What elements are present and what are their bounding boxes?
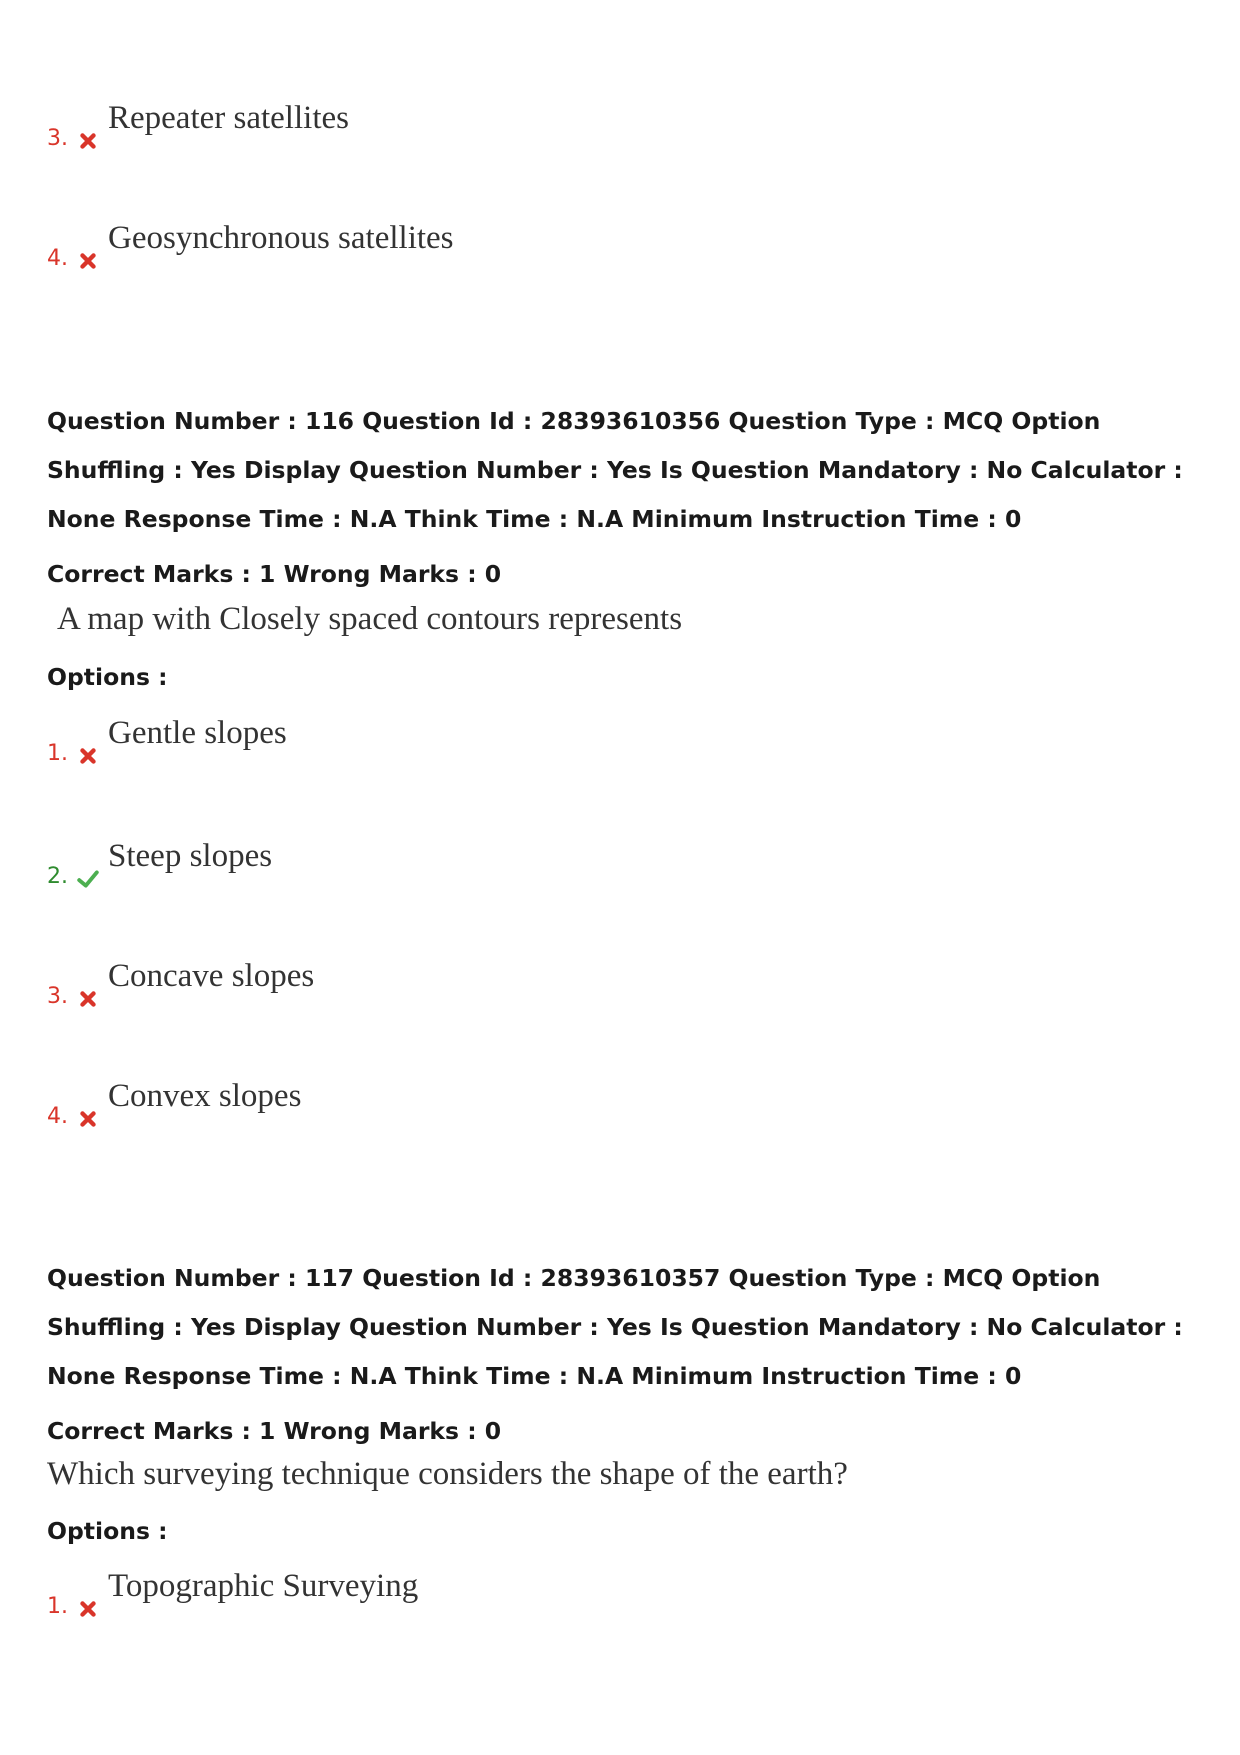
option-number: 3.: [47, 126, 68, 151]
list-item: [47, 1078, 1147, 1134]
options-label: Options :: [47, 1517, 168, 1545]
option-text: Convex slopes: [108, 1078, 302, 1114]
option-number: 1.: [47, 1594, 68, 1619]
cross-icon: [77, 988, 99, 1010]
option-number: 2.: [47, 864, 68, 889]
check-icon: [77, 868, 99, 890]
question-text: Which surveying technique considers the shape of the earth?: [47, 1456, 848, 1492]
question-marks: Correct Marks : 1 Wrong Marks : 0: [47, 560, 502, 588]
list-item: [47, 100, 1147, 156]
cross-icon: [77, 130, 99, 152]
question-meta: Question Number : 117 Question Id : 28393610357 Question Type : MCQ Option Shuffling : Yes Display Question Number : Yes Is Question Mandatory : No Calculator : None Response Time : N.A Think Time : N.A Minimum Instruction Time : 0: [47, 1264, 1183, 1390]
option-text: Steep slopes: [108, 838, 273, 874]
cross-icon: [77, 1108, 99, 1130]
option-text: Topographic Surveying: [108, 1568, 419, 1604]
option-text: Repeater satellites: [108, 100, 349, 136]
question-marks: Correct Marks : 1 Wrong Marks : 0: [47, 1417, 502, 1445]
question-meta: Question Number : 116 Question Id : 28393610356 Question Type : MCQ Option Shuffling : Yes Display Question Number : Yes Is Question Mandatory : No Calculator : None Response Time : N.A Think Time : N.A Minimum Instruction Time : 0: [47, 407, 1183, 533]
list-item: [47, 220, 1147, 276]
cross-icon: [77, 250, 99, 272]
cross-icon: [77, 745, 99, 767]
list-item: [47, 838, 1147, 894]
option-text: Gentle slopes: [108, 715, 287, 751]
list-item: [47, 958, 1147, 1014]
option-number: 1.: [47, 741, 68, 766]
list-item: [47, 1568, 1147, 1624]
list-item: [47, 715, 1147, 771]
question-text: A map with Closely spaced contours represents: [57, 601, 683, 637]
cross-icon: [77, 1598, 99, 1620]
option-text: Geosynchronous satellites: [108, 220, 454, 256]
options-label: Options :: [47, 663, 168, 691]
option-number: 3.: [47, 984, 68, 1009]
option-number: 4.: [47, 246, 68, 271]
option-text: Concave slopes: [108, 958, 315, 994]
option-number: 4.: [47, 1104, 68, 1129]
